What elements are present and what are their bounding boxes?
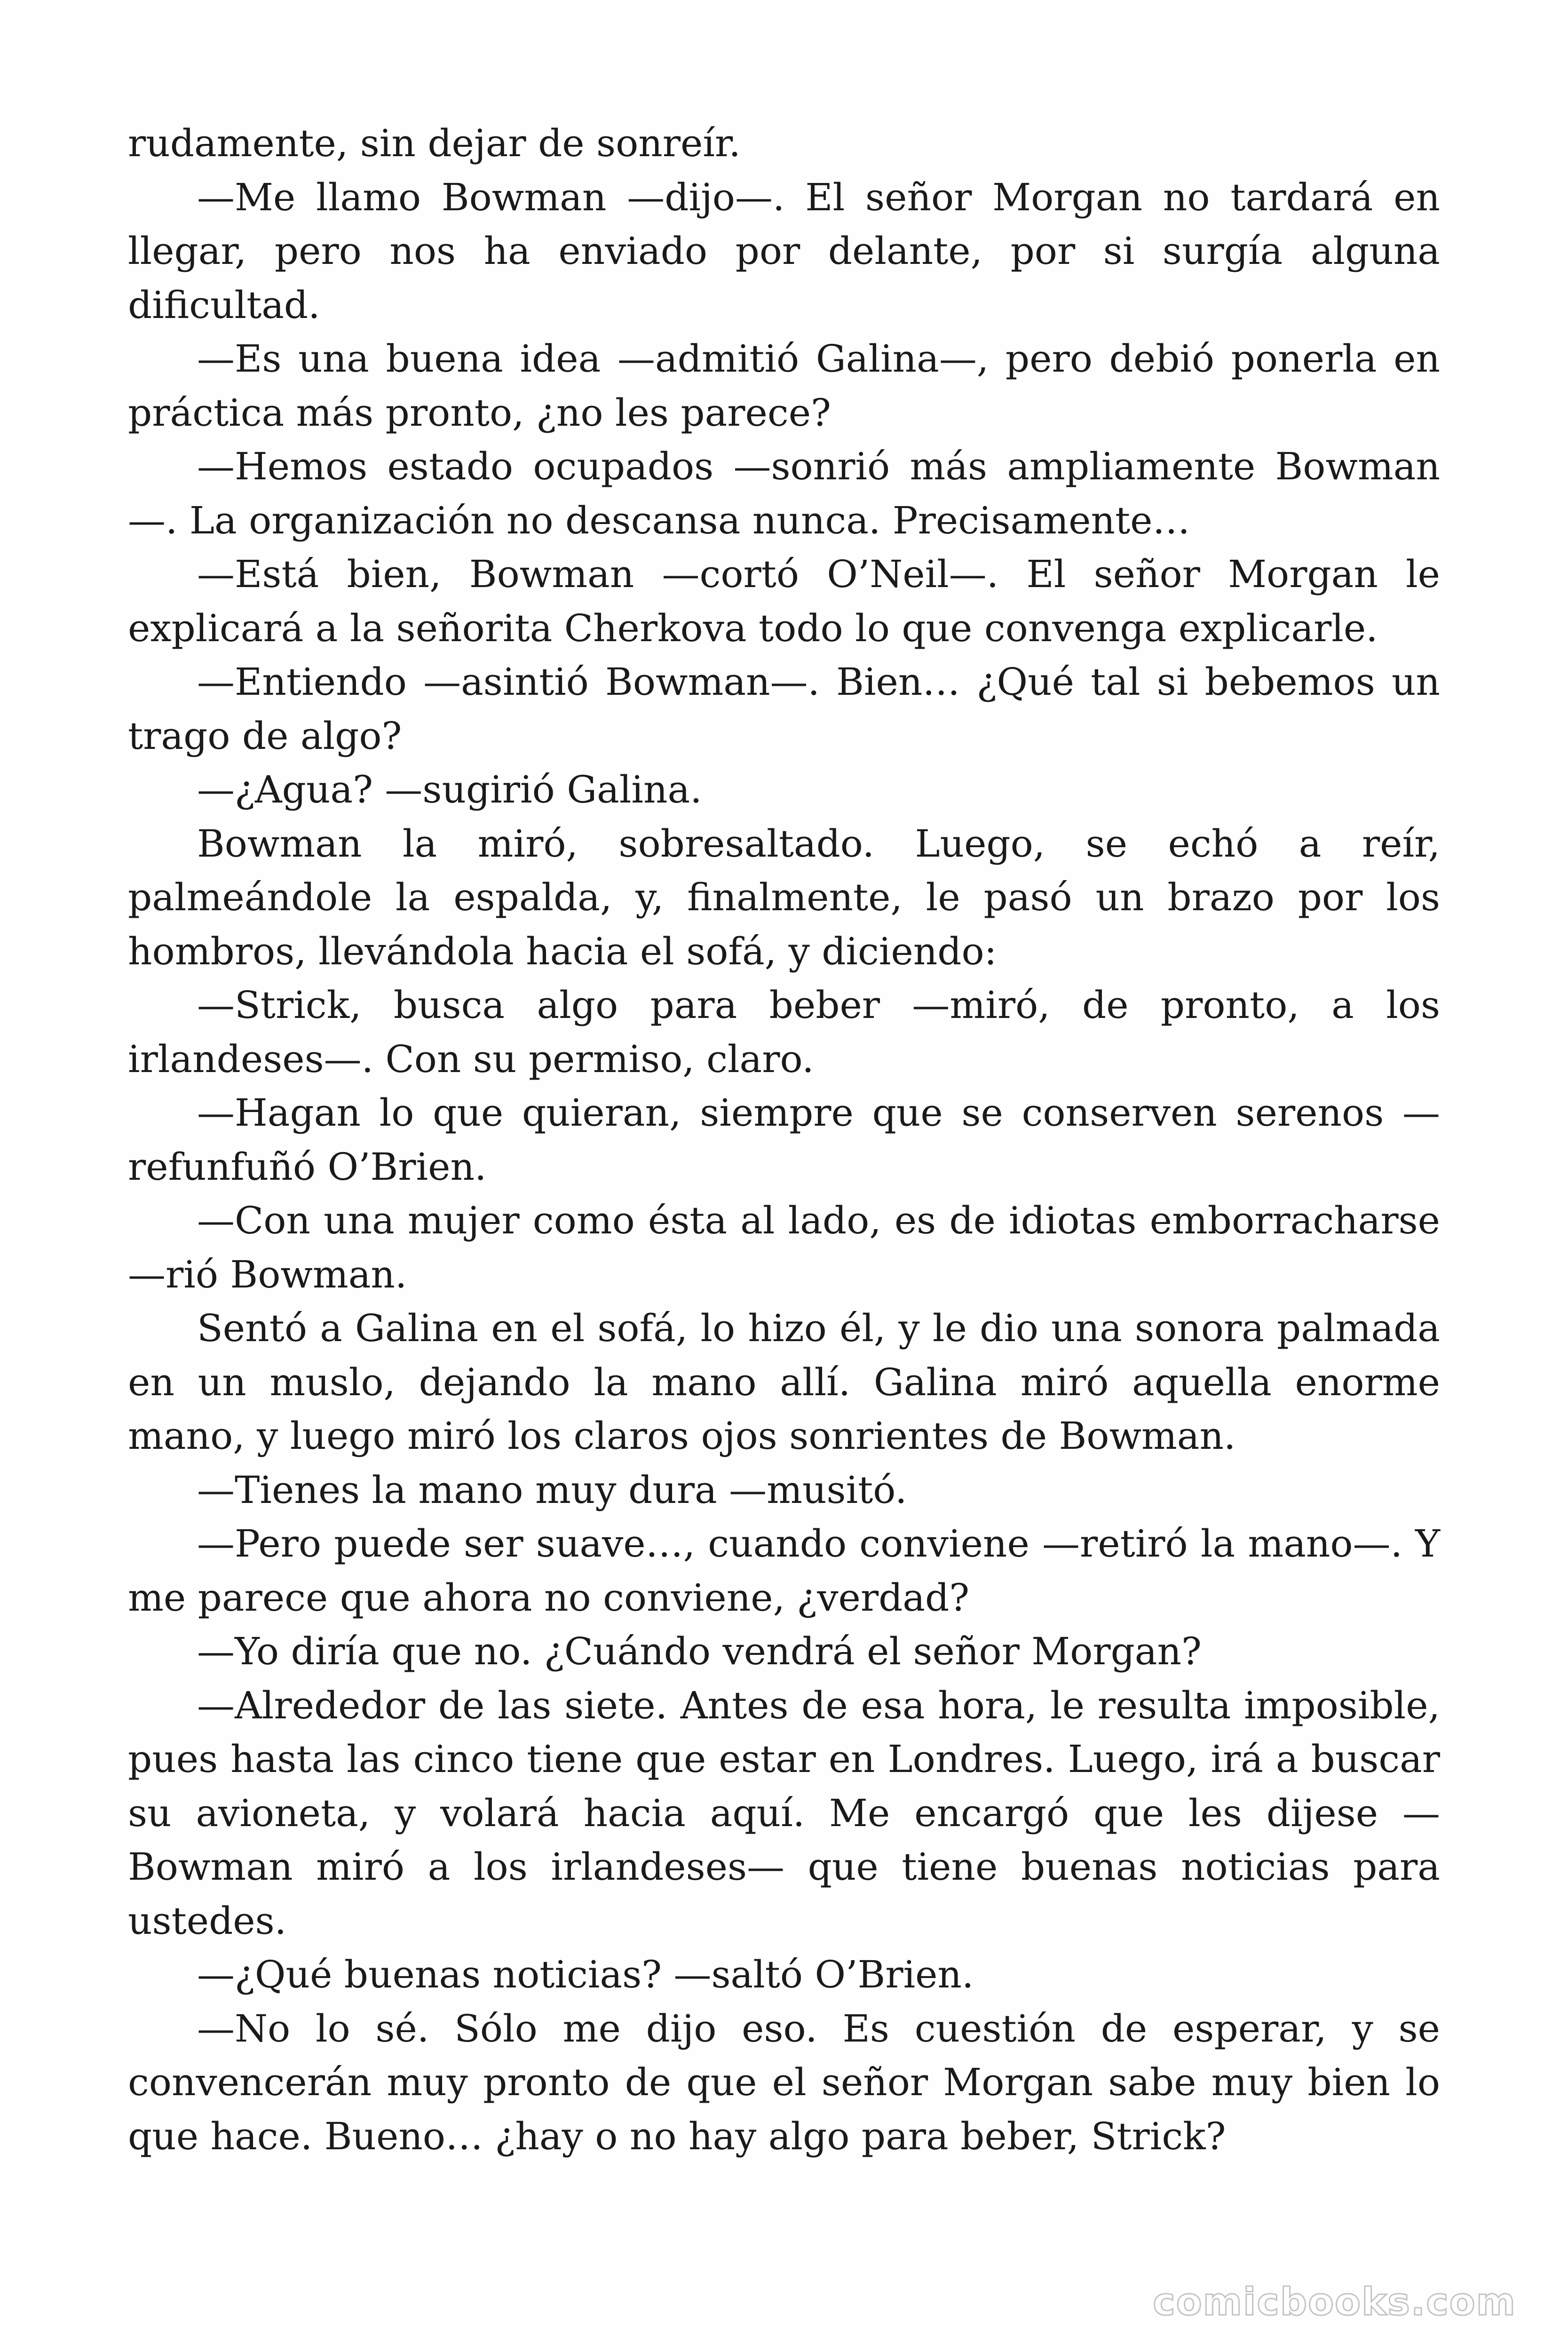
body-text: [128, 117, 1440, 2163]
paragraph: —Yo diría que no. ¿Cuándo vendrá el señor Morgan?: [197, 1629, 1202, 1673]
paragraph: —Con una mujer como ésta al lado, es de idiotas emborracharse —rió Bowman.: [128, 1199, 1440, 1296]
paragraph: —Entiendo —asintió Bowman—. Bien… ¿Qué tal si bebemos un trago de algo?: [128, 660, 1440, 758]
paragraph: —No lo sé. Sólo me dijo eso. Es cuestión de esperar, y se convencerán muy pronto de que el señor Morgan sabe muy bien lo que hace. Bueno… ¿hay o no hay algo para beber, Strick?: [128, 2006, 1440, 2158]
paragraph: —Alrededor de las siete. Antes de esa hora, le resulta imposible, pues hasta las cinco tiene que estar en Londres. Luego, irá a buscar su avioneta, y volará hacia aquí. Me encargó que les dijese — Bowman miró a los irlandeses— que tiene buenas noticias para ustedes.: [128, 1683, 1440, 1943]
paragraph: —Está bien, Bowman —cortó O’Neil—. El señor Morgan le explicará a la señorita Cherkova todo lo que convenga explicarle.: [128, 552, 1440, 650]
paragraph: —¿Agua? —sugirió Galina.: [197, 768, 702, 811]
paragraph: —¿Qué buenas noticias? —saltó O’Brien.: [197, 1953, 974, 1996]
paragraph: —Hemos estado ocupados —sonrió más ampliamente Bowman —. La organización no descansa nunca. Precisamente…: [128, 445, 1440, 542]
paragraph: rudamente, sin dejar de sonreír.: [128, 121, 741, 165]
paragraph: Bowman la miró, sobresaltado. Luego, se echó a reír, palmeándole la espalda, y, finalmente, le pasó un brazo por los hombros, llevándola hacia el sofá, y diciendo:: [128, 821, 1440, 973]
paragraph: —Pero puede ser suave…, cuando conviene —retiró la mano—. Y me parece que ahora no conviene, ¿verdad?: [128, 1522, 1440, 1620]
paragraph: —Hagan lo que quieran, siempre que se conserven serenos — refunfuñó O’Brien.: [128, 1091, 1440, 1189]
paragraph: —Me llamo Bowman —dijo—. El señor Morgan no tardará en llegar, pero nos ha enviado por delante, por si surgía alguna dificultad.: [128, 175, 1440, 327]
watermark: comicbooks.com: [1153, 2280, 1516, 2324]
paragraph: —Es una buena idea —admitió Galina—, pero debió ponerla en práctica más pronto, ¿no les parece?: [128, 337, 1440, 435]
paragraph: Sentó a Galina en el sofá, lo hizo él, y le dio una sonora palmada en un muslo, dejando la mano allí. Galina miró aquella enorme mano, y luego miró los claros ojos sonrientes de Bowman.: [128, 1306, 1440, 1458]
paragraph: —Strick, busca algo para beber —miró, de pronto, a los irlandeses—. Con su permiso, claro.: [128, 983, 1440, 1081]
paragraph: —Tienes la mano muy dura —musitó.: [197, 1468, 907, 1512]
